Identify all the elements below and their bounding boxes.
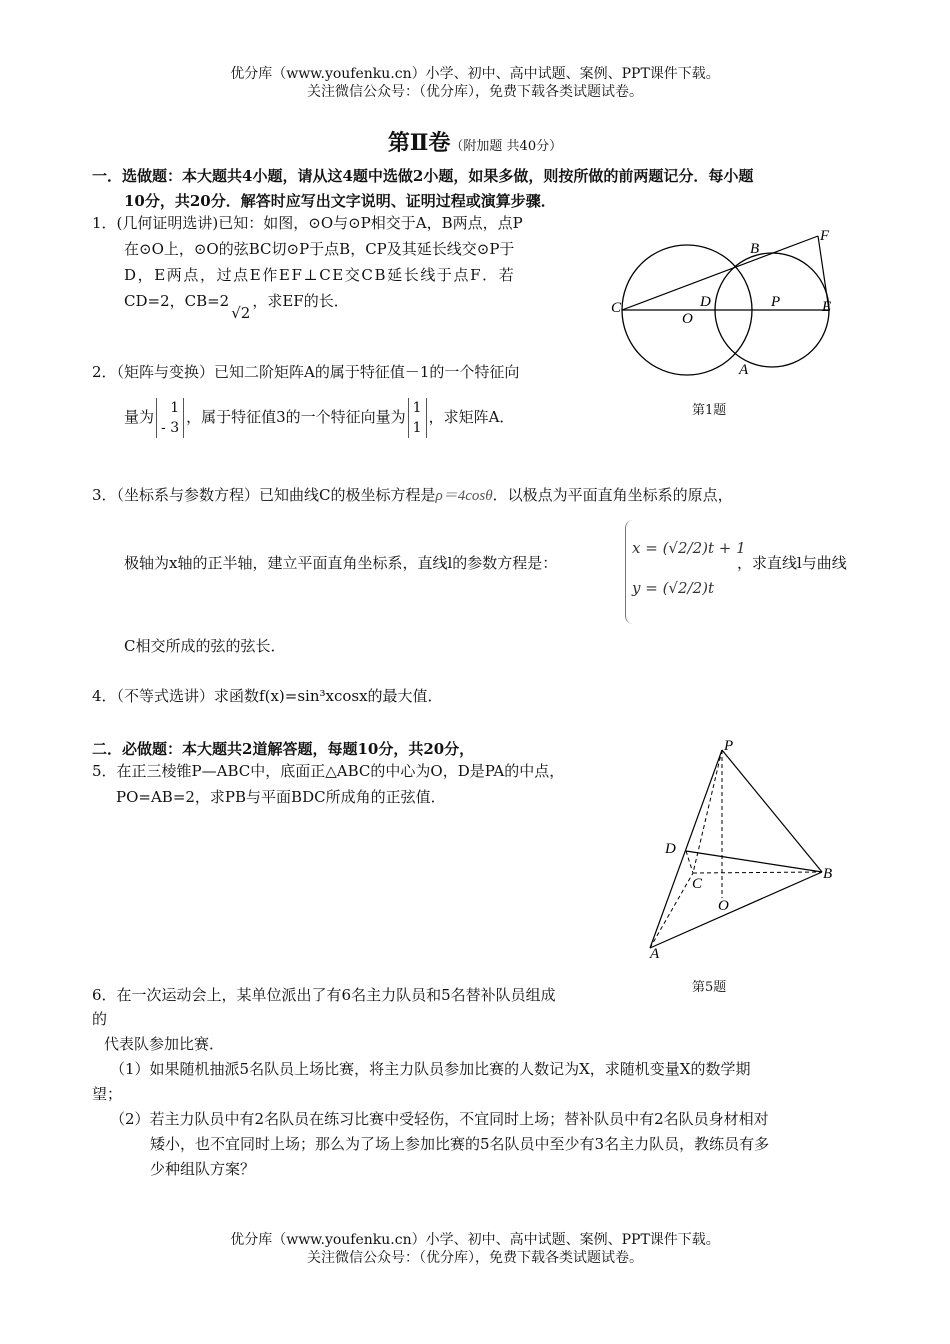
figure-5: [640, 730, 840, 970]
header-line-2: 关注微信公众号：（优分库），免费下载各类试题试卷。: [307, 84, 643, 100]
title-main: 第Ⅱ卷: [387, 130, 451, 156]
q2-line-2: [124, 398, 514, 438]
matrix-vector-2: [408, 398, 427, 438]
q6-part1-a: （1）如果随机抽派5名队员上场比赛，将主力队员参加比赛的人数记为X，求随机变量X的数学期: [110, 1060, 751, 1078]
q1-line-4a: CD=2，CB=2: [124, 292, 230, 310]
matrix1-bottom: - 3: [161, 420, 180, 436]
section1-line-2: 10分，共20分．解答时应写出文字说明、证明过程或演算步骤．: [124, 192, 556, 210]
matrix-vector-1: [156, 398, 184, 438]
matrix2-top: 1: [412, 400, 422, 416]
q1-line-4: [124, 288, 349, 322]
q5-line-2: PO=AB=2，求PB与平面BDC所成角的正弦值．: [116, 788, 446, 806]
fig1-label-e: E: [822, 299, 832, 315]
section1-line-1: 一．选做题：本大题共4小题，请从这4题中选做2小题，如果多做，则按所做的前两题记分．每小题: [92, 167, 754, 185]
fig1-label-b: B: [750, 241, 760, 257]
figure-1: [600, 220, 850, 390]
edge-ac: [650, 873, 693, 948]
q6-line-2: 的: [92, 1010, 108, 1028]
q2-pre: 量为: [124, 408, 155, 426]
fig5-label-d: D: [665, 841, 676, 857]
page-title: [0, 126, 950, 157]
edge-db: [686, 851, 822, 872]
fig1-label-d: D: [700, 294, 711, 310]
q3-line-2b: ，求直线l与曲线: [737, 554, 847, 572]
q6-line-1: 6．在一次运动会上，某单位派出了有6名主力队员和5名替补队员组成: [92, 986, 556, 1004]
q3-line-2a: 极轴为x轴的正半轴，建立平面直角坐标系，直线l的参数方程是：: [124, 554, 558, 572]
fig5-label-a: A: [650, 946, 660, 962]
q1-line-3: D，E两点，过点E作EF⊥CE交CB延长线于点F．若: [124, 266, 516, 284]
fig1-label-p: P: [771, 294, 781, 310]
sqrt2-symbol: √2: [231, 304, 251, 322]
edge-pb: [722, 750, 822, 872]
param-eq-x: x = (√2/2)t + 1: [632, 539, 746, 557]
q6-part2-c: 少种组队方案？: [150, 1160, 256, 1178]
fig5-label-b: B: [823, 866, 833, 882]
q3-line-1a: 3．（坐标系与参数方程）已知曲线C的极坐标方程是: [92, 486, 436, 504]
fig1-label-f: F: [820, 228, 830, 244]
q1-line-4b: ，求EF的长．: [252, 292, 349, 310]
q4-text: 4．（不等式选讲）求函数f(x)=sin³xcosx的最大值．: [92, 687, 443, 705]
parametric-equations: [632, 528, 746, 608]
fig5-label-p: P: [724, 738, 734, 754]
fig5-label-c: C: [692, 876, 703, 892]
fig5-label-o: O: [718, 898, 729, 914]
q6-line-3: 代表队参加比赛．: [104, 1035, 225, 1053]
q3-line-1b: ．以极点为平面直角坐标系的原点，: [492, 486, 733, 504]
fig1-label-c: C: [611, 300, 622, 316]
q6-part2-b: 矮小，也不宜同时上场；那么为了场上参加比赛的5名队员中至少有3名主力队员，教练员有多: [150, 1135, 770, 1153]
fig1-label-o: O: [682, 311, 693, 327]
q2-mid: ，属于特征值3的一个特征向量为: [186, 408, 406, 426]
title-sub: （附加题 共40分）: [450, 139, 563, 154]
line-cf: [622, 236, 818, 310]
q1-line-2: 在⊙O上，⊙O的弦BC切⊙P于点B，CP及其延长线交⊙P于: [124, 240, 515, 258]
footer-line-1: 优分库（www.youfenku.cn）小学、初中、高中试题、案例、PPT课件下载。: [230, 1232, 720, 1248]
footer-line-2: 关注微信公众号：（优分库），免费下载各类试题试卷。: [307, 1250, 643, 1266]
matrix2-bottom: 1: [412, 420, 422, 436]
fig5-caption: 第5题: [692, 980, 727, 995]
q3-line-1: [92, 482, 862, 510]
matrix1-top: 1: [170, 400, 180, 416]
q1-line-1: 1．(几何证明选讲)已知：如图，⊙O与⊙P相交于A，B两点，点P: [92, 214, 523, 232]
section2-text: 二．必做题：本大题共2道解答题，每题10分，共20分，: [92, 740, 475, 758]
q6-part2-a: （2）若主力队员中有2名队员在练习比赛中受轻伤，不宜同时上场；替补队员中有2名队员身材相对: [110, 1110, 769, 1128]
param-eq-y: y = (√2/2)t: [632, 579, 715, 597]
q6-part1-b: 望；: [92, 1085, 123, 1103]
q2-line-1: 2．（矩阵与变换）已知二阶矩阵A的属于特征值－1的一个特征向: [92, 363, 520, 381]
edge-ab: [650, 872, 822, 948]
polar-formula: ρ＝4cosθ: [435, 488, 493, 504]
header-line-1: 优分库（www.youfenku.cn）小学、初中、高中试题、案例、PPT课件下载。: [230, 66, 720, 82]
edge-pa: [650, 750, 722, 948]
q2-post: ，求矩阵A．: [428, 408, 515, 426]
q5-line-1: 5．在正三棱锥P—ABC中，底面正△ABC的中心为O，D是PA的中点，: [92, 762, 565, 780]
fig1-label-a: A: [739, 362, 749, 378]
q3-line-3: C相交所成的弦的弦长．: [124, 637, 286, 655]
edge-dc: [686, 851, 693, 873]
edge-cb: [693, 872, 822, 873]
fig1-caption: 第1题: [692, 403, 727, 418]
